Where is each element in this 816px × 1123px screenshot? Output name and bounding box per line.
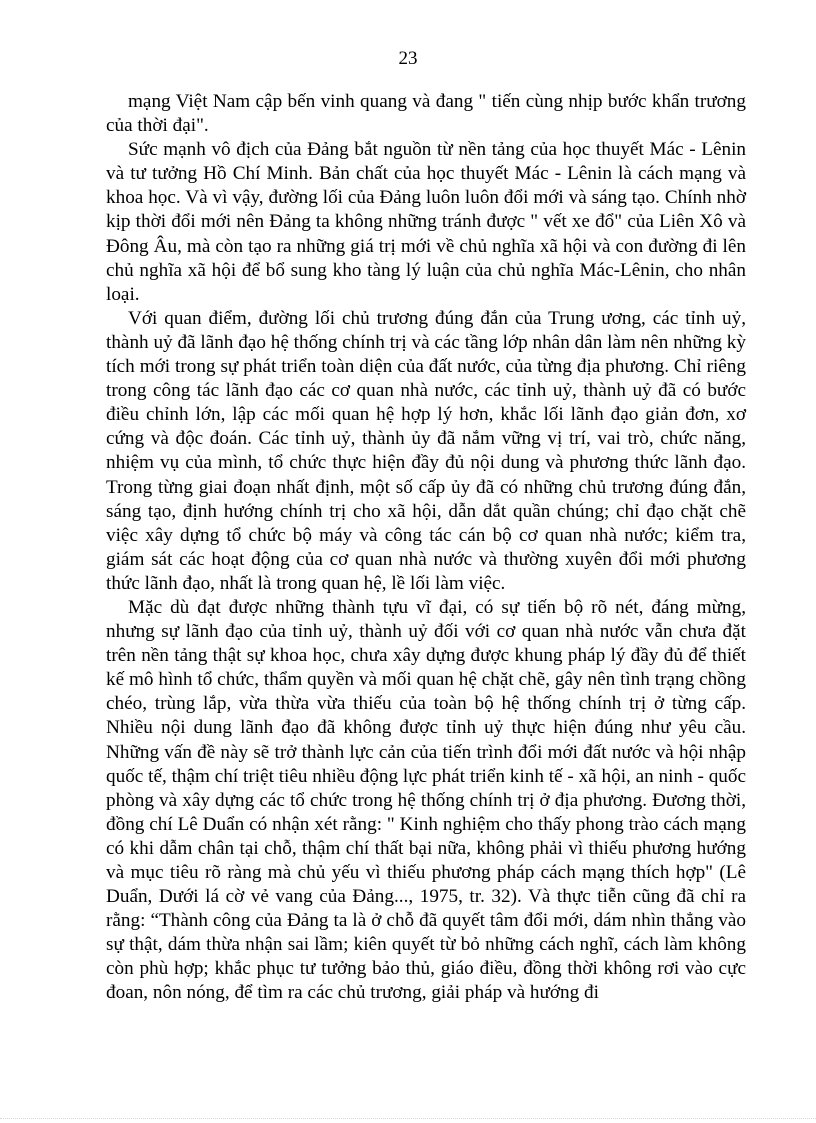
body-text xyxy=(106,90,746,1006)
paragraph-continuation: mạng Việt Nam cập bến vinh quang và đang " tiến cùng nhịp bước khẩn trương của thời đại". xyxy=(106,91,746,137)
page-bottom-divider xyxy=(0,1118,816,1119)
page-number: 23 xyxy=(398,48,418,69)
paragraph-party-strength: Sức mạnh vô địch của Đảng bắt nguồn từ nền tảng của học thuyết Mác - Lênin và tư tưởng Hồ Chí Minh. Bản chất của học thuyết Mác - Lênin là cách mạng và khoa học. Và vì vậy, đường lối của Đảng luôn luôn đổi mới và sáng tạo. Chính nhờ kịp thời đổi mới nên Đảng ta không những tránh được " vết xe đổ" của Liên Xô và Đông Âu, mà còn tạo ra những giá trị mới về chủ nghĩa xã hội và con đường đi lên chủ nghĩa xã hội để bổ sung kho tàng lý luận của chủ nghĩa Mác-Lênin, cho nhân loại. xyxy=(106,139,746,305)
paragraph-limitations: Mặc dù đạt được những thành tựu vĩ đại, có sự tiến bộ rõ nét, đáng mừng, nhưng sự lãnh đạo của tỉnh uỷ, thành uỷ đối với cơ quan nhà nước vẫn chưa đặt trên nền tảng thật sự khoa học, chưa xây dựng được khung pháp lý đầy đủ để thiết kế mô hình tổ chức, thẩm quyền và mối quan hệ chặt chẽ, gây nên tình trạng chồng chéo, trùng lắp, vừa thừa vừa thiếu của toàn bộ hệ thống chính trị ở từng cấp. Nhiều nội dung lãnh đạo đã không được tỉnh uỷ thực hiện đúng như yêu cầu. Những vấn đề này sẽ trở thành lực cản của tiến trình đổi mới đất nước và hội nhập quốc tế, thậm chí triệt tiêu nhiều động lực phát triển kinh tế - xã hội, an ninh - quốc phòng và xây dựng các tổ chức trong hệ thống chính trị ở địa phương. Đương thời, đồng chí Lê Duẩn có nhận xét rằng: " Kinh nghiệm cho thấy phong trào cách mạng có khi dẫm chân tại chỗ, thậm chí thất bại nữa, không phải vì thiếu phương hướng và mục tiêu rõ ràng mà chủ yếu vì thiếu phương pháp cách mạng thích hợp" (Lê Duẩn, Dưới lá cờ vẻ vang của Đảng..., 1975, tr. 32). Và thực tiễn cũng đã chỉ ra rằng: “Thành công của Đảng ta là ở chỗ đã quyết tâm đổi mới, dám nhìn thẳng vào sự thật, dám thừa nhận sai lầm; kiên quyết từ bỏ những cách nghĩ, cách làm không còn phù hợp; khắc phục tư tưởng bảo thủ, giáo điều, đồng thời không rơi vào cực đoan, nôn nóng, để tìm ra các chủ trương, giải pháp và hướng đi xyxy=(106,596,746,1004)
paragraph-provincial-leadership: Với quan điểm, đường lối chủ trương đúng đắn của Trung ương, các tỉnh uỷ, thành uỷ đã lãnh đạo hệ thống chính trị và các tầng lớp nhân dân làm nên những kỳ tích mới trong sự phát triển toàn diện của đất nước, của từng địa phương. Chỉ riêng trong công tác lãnh đạo các cơ quan nhà nước, các tỉnh uỷ, thành uỷ đã có bước điều chỉnh lớn, lập các mối quan hệ hợp lý hơn, khắc lối lãnh đạo giản đơn, xơ cứng và độc đoán. Các tỉnh uỷ, thành ủy đã nắm vững vị trí, vai trò, chức năng, nhiệm vụ của mình, tổ chức thực hiện đầy đủ nội dung và phương thức lãnh đạo. Trong từng giai đoạn nhất định, một số cấp ủy đã có những chủ trương đúng đắn, sáng tạo, định hướng chính trị cho xã hội, dẫn dắt quần chúng; chỉ đạo chặt chẽ việc xây dựng tổ chức bộ máy và công tác cán bộ cơ quan nhà nước; kiểm tra, giám sát các hoạt động của cơ quan nhà nước và thường xuyên đổi mới phương thức lãnh đạo, nhất là trong quan hệ, lề lối làm việc. xyxy=(106,307,746,594)
